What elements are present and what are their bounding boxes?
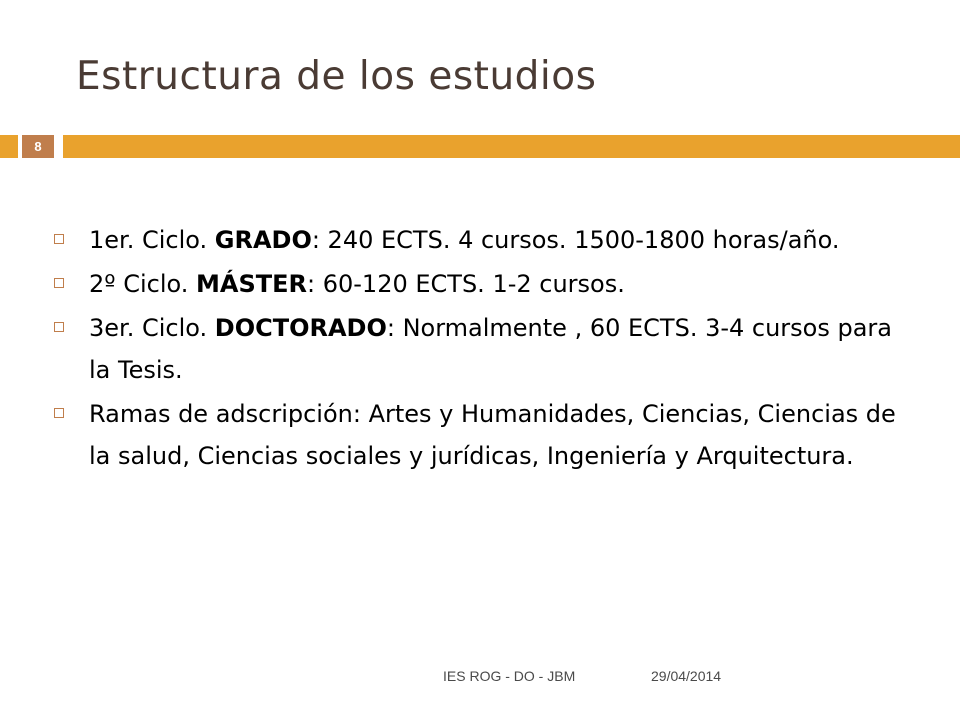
bullet-keyword: DOCTORADO [214, 314, 387, 342]
title-divider-left [0, 135, 18, 158]
hollow-square-icon [54, 408, 64, 418]
hollow-square-icon [54, 234, 64, 244]
footer-author: IES ROG - DO - JBM [443, 668, 576, 684]
slide-number: 8 [22, 135, 54, 158]
bullet-list [50, 219, 910, 479]
bullet-text: 3er. Ciclo. [89, 314, 215, 342]
bullet-item-master [50, 263, 910, 305]
bullet-keyword: MÁSTER [196, 270, 308, 298]
bullet-item-ramas [50, 393, 910, 477]
bullet-item-grado [50, 219, 910, 261]
bullet-text: : Normalmente , 60 ECTS. 3-4 cursos para la Tesis. [89, 314, 893, 384]
title-divider-bar [63, 135, 960, 158]
bullet-item-doctorado [50, 307, 910, 391]
bullet-text: : 240 ECTS. 4 cursos. 1500-1800 horas/año. [311, 226, 840, 254]
slide-title: Estructura de los estudios [76, 54, 597, 99]
bullet-text: 2º Ciclo. [89, 270, 197, 298]
bullet-keyword: GRADO [214, 226, 312, 254]
footer-date: 29/04/2014 [651, 668, 722, 684]
hollow-square-icon [54, 322, 64, 332]
hollow-square-icon [54, 278, 64, 288]
bullet-text: : 60-120 ECTS. 1-2 cursos. [307, 270, 625, 298]
bullet-text: 1er. Ciclo. [89, 226, 215, 254]
bullet-text: Ramas de adscripción: Artes y Humanidades, Ciencias, Ciencias de la salud, Ciencias sociales y jurídicas, Ingeniería y Arquitectura. [89, 400, 896, 470]
